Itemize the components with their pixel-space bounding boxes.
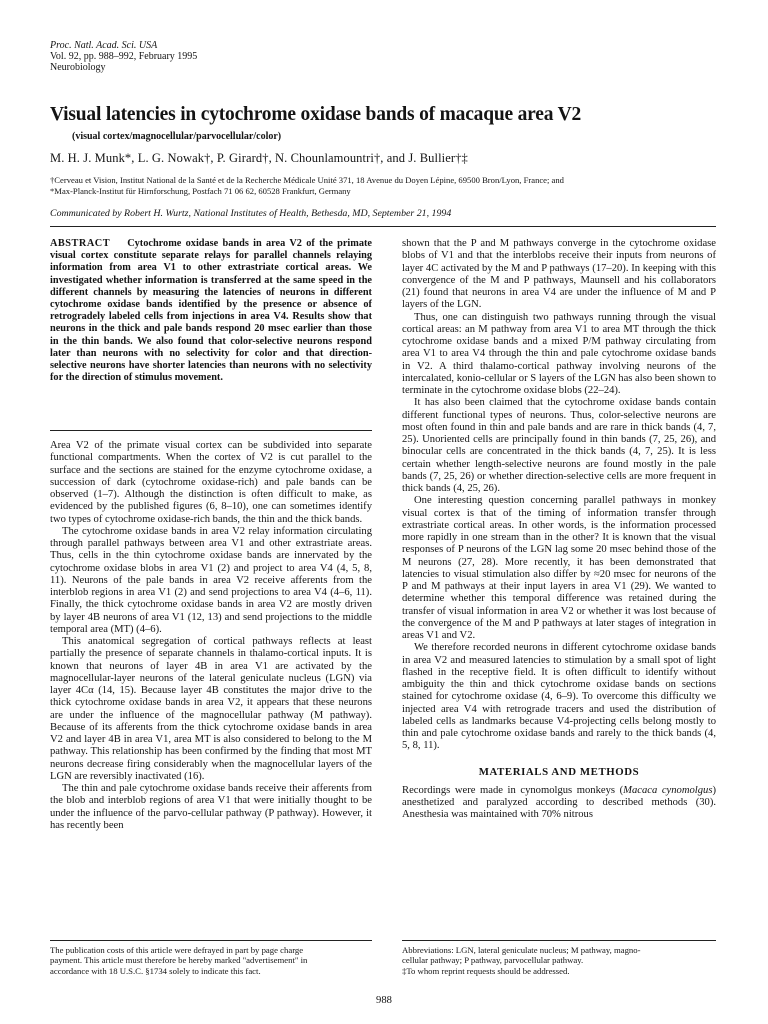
journal-section: Neurobiology xyxy=(50,62,106,73)
abstract-label: ABSTRACT xyxy=(50,238,111,249)
article-keywords: (visual cortex/magnocellular/parvocellular/color) xyxy=(72,131,282,142)
author-affiliations xyxy=(50,175,564,196)
paragraph: This anatomical segregation of cortical pathways reflects at least partially the presence of separate channels in thalamo-cortical inputs. It is known that neurons of layer 4B in area V1 are activated by the magnocellular-layer neurons of the lateral geniculate nucleus (LGN) via layer 4Cα (14, 15). Because layer 4B constitutes the major drive to the thick cytochrome oxidase bands in area V2, it appears that these neurons are under the influence of the magnocellular pathway (M pathway). Because of its afferents from the thick cytochrome oxidase bands in area V2 and layer 4B in area V1, area MT is also considered to belong to the M pathway. This relationship has been confirmed by the finding that most MT neurons decrease firing considerably when the magnocellular layers of the LGN are reversibly inactivated (16). xyxy=(50,636,372,782)
affiliation-line: †Cerveau et Vision, Institut National de la Santé et de la Recherche Médicale Unité 371, 18 Avenue du Doyen Lépine, 69500 Bron/Lyon, France; and xyxy=(50,175,564,185)
paragraph: Area V2 of the primate visual cortex can be subdivided into separate functional compartments. When the cortex of V2 is cut parallel to the surface and the sections are stained for the enzyme cytochrome oxidase, a succession of dark (cytochrome oxidase-rich) and pale bands can be observed (1–7). Although the distinction is often difficult to make, as evidenced by the published figures (6, 8–10), one can sometimes identify two types of cytochrome oxidase-rich bands, the thin and the thick bands. xyxy=(50,440,372,525)
species-name: Macaca cynomolgus xyxy=(623,784,713,796)
article-authors: M. H. J. Munk*, L. G. Nowak†, P. Girard†, N. Chounlamountri†, and J. Bullier†‡ xyxy=(50,151,468,165)
right-column-body xyxy=(402,238,716,822)
abstract xyxy=(50,238,372,384)
paragraph: The cytochrome oxidase bands in area V2 relay information circulating through parallel pathways between area V1 and other extrastriate areas. Thus, cells in the thin cytochrome oxidase bands are innervated by the cytochrome oxidase blobs in area V1 (2) and project to area V4 (4, 5, 8, 11). Neurons of the pale bands in area V2 receive afferents from the interblob regions in area V1 (2) and send projections to area V4 (4–6, 11). Finally, the thick cytochrome oxidase bands in area V2 are mostly driven by layer 4B neurons of area V1 (12, 13) and send projections to the middle temporal area (MT) (4–6). xyxy=(50,525,372,635)
left-column-body xyxy=(50,440,372,832)
communicated-by: Communicated by Robert H. Wurtz, National Institutes of Health, Bethesda, MD, September 21, 1994 xyxy=(50,208,452,219)
journal-name: Proc. Natl. Acad. Sci. USA xyxy=(50,40,158,51)
header-divider xyxy=(50,226,716,227)
paragraph: One interesting question concerning parallel pathways in monkey visual cortex is that of the timing of information transfer through extrastriate cortical areas. In other words, is the information processed more rapidly in one stream than in the other? It is known that the visual responses of P neurons of the LGN lag some 20 msec behind those of the M neurons (27, 28). More recently, it has been demonstrated that latencies to visual stimulation also differ by ≈20 msec for neurons of the P and M pathways at their input layers in area V1 (29). We wanted to determine whether this temporal difference was retained during the transfer of visual information in area V2 or whether it was lost because of the convergence of the M and P pathways at later stages of integration in areas V1 and V2. xyxy=(402,495,716,641)
page-number: 988 xyxy=(376,995,392,1006)
abbreviations-footnote: Abbreviations: LGN, lateral geniculate nucleus; M pathway, magno- cellular pathway; P pathway, parvocellular pathway. ‡To whom reprint requests should be addressed. xyxy=(402,945,641,976)
publication-cost-footnote: The publication costs of this article were defrayed in part by page charge payment. This article must therefore be hereby marked "advertisement" in accordance with 18 U.S.C. §1734 solely to indicate this fact. xyxy=(50,945,308,976)
paragraph: The thin and pale cytochrome oxidase bands receive their afferents from the blob and interblob regions of area V1 that were initially thought to be under the influence of the parvo-cellular pathway (P pathway). However, it has recently been xyxy=(50,783,372,831)
journal-header xyxy=(50,40,197,73)
footnote-divider-right xyxy=(402,940,716,941)
methods-paragraph: Recordings were made in cynomolgus monkeys (Macaca cynomolgus) anesthetized and paralyzed according to described methods (30). Anesthesia was maintained with 70% nitrous xyxy=(402,784,716,821)
abstract-divider xyxy=(50,430,372,431)
paragraph: Thus, one can distinguish two pathways running through the visual cortical areas: an M pathway from area V1 to area MT through the thick cytochrome oxidase bands and a mixed P/M pathway circulating from area V1 to area V4 through the thin and pale cytochrome oxidase bands in V2. A third thalamo-cortical pathway involving neurons of the intercalated, konio-cellular or S layers of the LGN has also been shown to terminate in the cytochrome oxidase blobs (22–24). xyxy=(402,311,716,396)
paragraph: We therefore recorded neurons in different cytochrome oxidase bands in area V2 and measured latencies to stimulation by a small spot of light flashed in the receptive field. It is often difficult to identify without ambiguity the thin and thick cytochrome oxidase bands on sections stained for cytochrome oxidase (4, 6–9). To overcome this difficulty we injected area V4 with retrograde tracers and used the distribution of labeled cells as landmarks because V4-projecting cells belong mostly to thin and pale cytochrome oxidase bands and rarely to the thick bands (4, 5, 8, 11). xyxy=(402,642,716,752)
abstract-text: Cytochrome oxidase bands in area V2 of the primate visual cortex constitute separate relays for parallel channels relaying information from area V1 to other extrastriate cortical areas. We investigated whether information is transferred at the same speed in the different channels by measuring the latencies of neurons in different cytochrome oxidase bands identified by the presence or absence of retrogradely labeled cells from injections in area V4. Results show that neurons in the thick and pale bands respond 20 msec earlier than those in the thin bands. We also found that color-selective neurons respond later than neurons with no selectivity for color and that direction-selective neurons have shorter latencies than neurons with no selectivity for the direction of stimulus movement. xyxy=(50,238,372,384)
section-heading: MATERIALS AND METHODS xyxy=(478,765,640,778)
article-title: Visual latencies in cytochrome oxidase bands of macaque area V2 xyxy=(50,104,582,125)
paragraph: shown that the P and M pathways converge in the cytochrome oxidase blobs of V1 and that the interblobs receive their inputs from neurons of layer 4C activated by the M and P pathways (17–20). In keeping with this convergence of the M and P pathways, Maunsell and his collaborators (21) found that neurons in area V4 are under the influence of M and P layers of the LGN. xyxy=(402,238,716,311)
footnote-divider-left xyxy=(50,940,372,941)
affiliation-line: *Max-Planck-Institut für Hirnforschung, Postfach 71 06 62, 60528 Frankfurt, Germany xyxy=(50,185,351,196)
journal-volume: Vol. 92, pp. 988–992, February 1995 xyxy=(50,51,198,62)
paragraph: It has also been claimed that the cytochrome oxidase bands contain different functional types of neurons. Thus, color-selective neurons are most often found in thin and pale bands and are rare in thick bands (4, 7, 25). Unoriented cells are principally found in thin bands (7, 25, 26), and binocular cells are concentrated in the thick bands (4, 7, 25). It is less certain whether length-selective neurons are found mostly in the pale bands (7, 25, 26) or whether direction-selective cells are more frequent in thick bands (4, 25, 26). xyxy=(402,397,716,494)
